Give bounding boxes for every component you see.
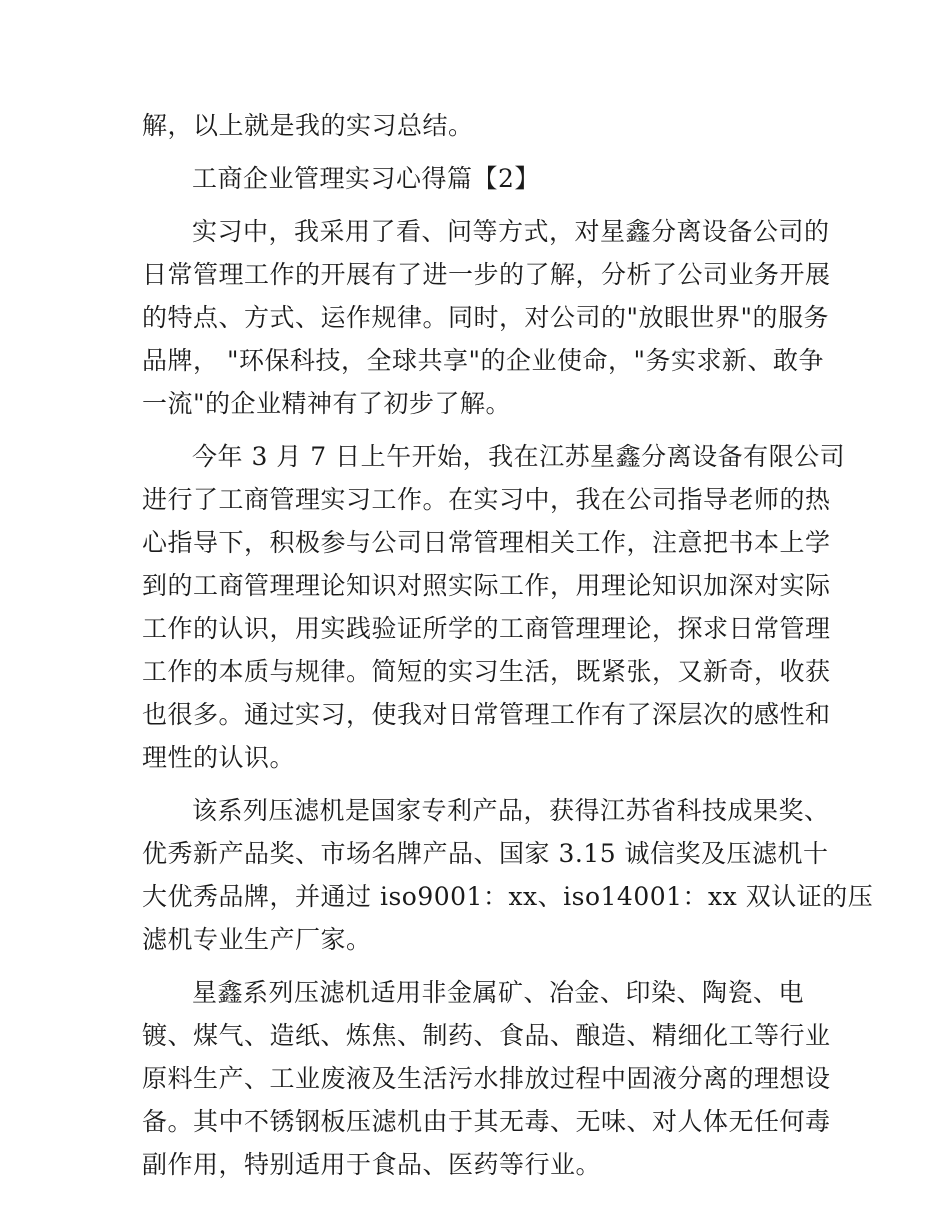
text-line: 工作的认识，用实践验证所学的工商管理理论，探求日常管理 xyxy=(142,614,831,643)
text-line: 工作的本质与规律。简短的实习生活，既紧张，又新奇，收获 xyxy=(142,657,831,686)
text-line: 的特点、方式、运作规律。同时，对公司的"放眼世界"的服务 xyxy=(142,303,830,332)
text-line: 该系列压滤机是国家专利产品，获得江苏省科技成果奖、 xyxy=(192,796,830,825)
text-line: 心指导下，积极参与公司日常管理相关工作，注意把书本上学 xyxy=(142,528,831,557)
text-line: 解，以上就是我的实习总结。 xyxy=(142,111,474,140)
text-line: 星鑫系列压滤机适用非金属矿、冶金、印染、陶瓷、电 xyxy=(192,978,805,1007)
text-line: 实习中，我采用了看、问等方式，对星鑫分离设备公司的 xyxy=(192,217,830,246)
section-heading: 工商企业管理实习心得篇【2】 xyxy=(192,164,540,193)
text-line: 滤机专业生产厂家。 xyxy=(142,925,372,954)
text-line: 副作用，特别适用于食品、医药等行业。 xyxy=(142,1150,602,1179)
text-line: 品牌， "环保科技，全球共享"的企业使命，"务实求新、敢争 xyxy=(142,346,824,375)
text-line: 优秀新产品奖、市场名牌产品、国家 3.15 诚信奖及压滤机十 xyxy=(142,839,829,868)
text-line: 也很多。通过实习，使我对日常管理工作有了深层次的感性和 xyxy=(142,700,831,729)
text-line: 进行了工商管理实习工作。在实习中，我在公司指导老师的热 xyxy=(142,485,831,514)
text-line: 日常管理工作的开展有了进一步的了解，分析了公司业务开展 xyxy=(142,260,831,289)
text-line: 到的工商管理理论知识对照实际工作，用理论知识加深对实际 xyxy=(142,571,831,600)
text-line: 一流"的企业精神有了初步了解。 xyxy=(142,389,512,418)
text-line: 原料生产、工业废液及生活污水排放过程中固液分离的理想设 xyxy=(142,1064,831,1093)
document-body xyxy=(142,104,874,1186)
text-line: 大优秀品牌，并通过 iso9001：xx、iso14001：xx 双认证的压 xyxy=(142,882,874,911)
text-line: 镀、煤气、造纸、炼焦、制药、食品、酿造、精细化工等行业 xyxy=(142,1021,831,1050)
text-line: 今年 3 月 7 日上午开始，我在江苏星鑫分离设备有限公司 xyxy=(192,442,846,471)
text-line: 理性的认识。 xyxy=(142,743,296,772)
text-line: 备。其中不锈钢板压滤机由于其无毒、无味、对人体无任何毒 xyxy=(142,1107,831,1136)
